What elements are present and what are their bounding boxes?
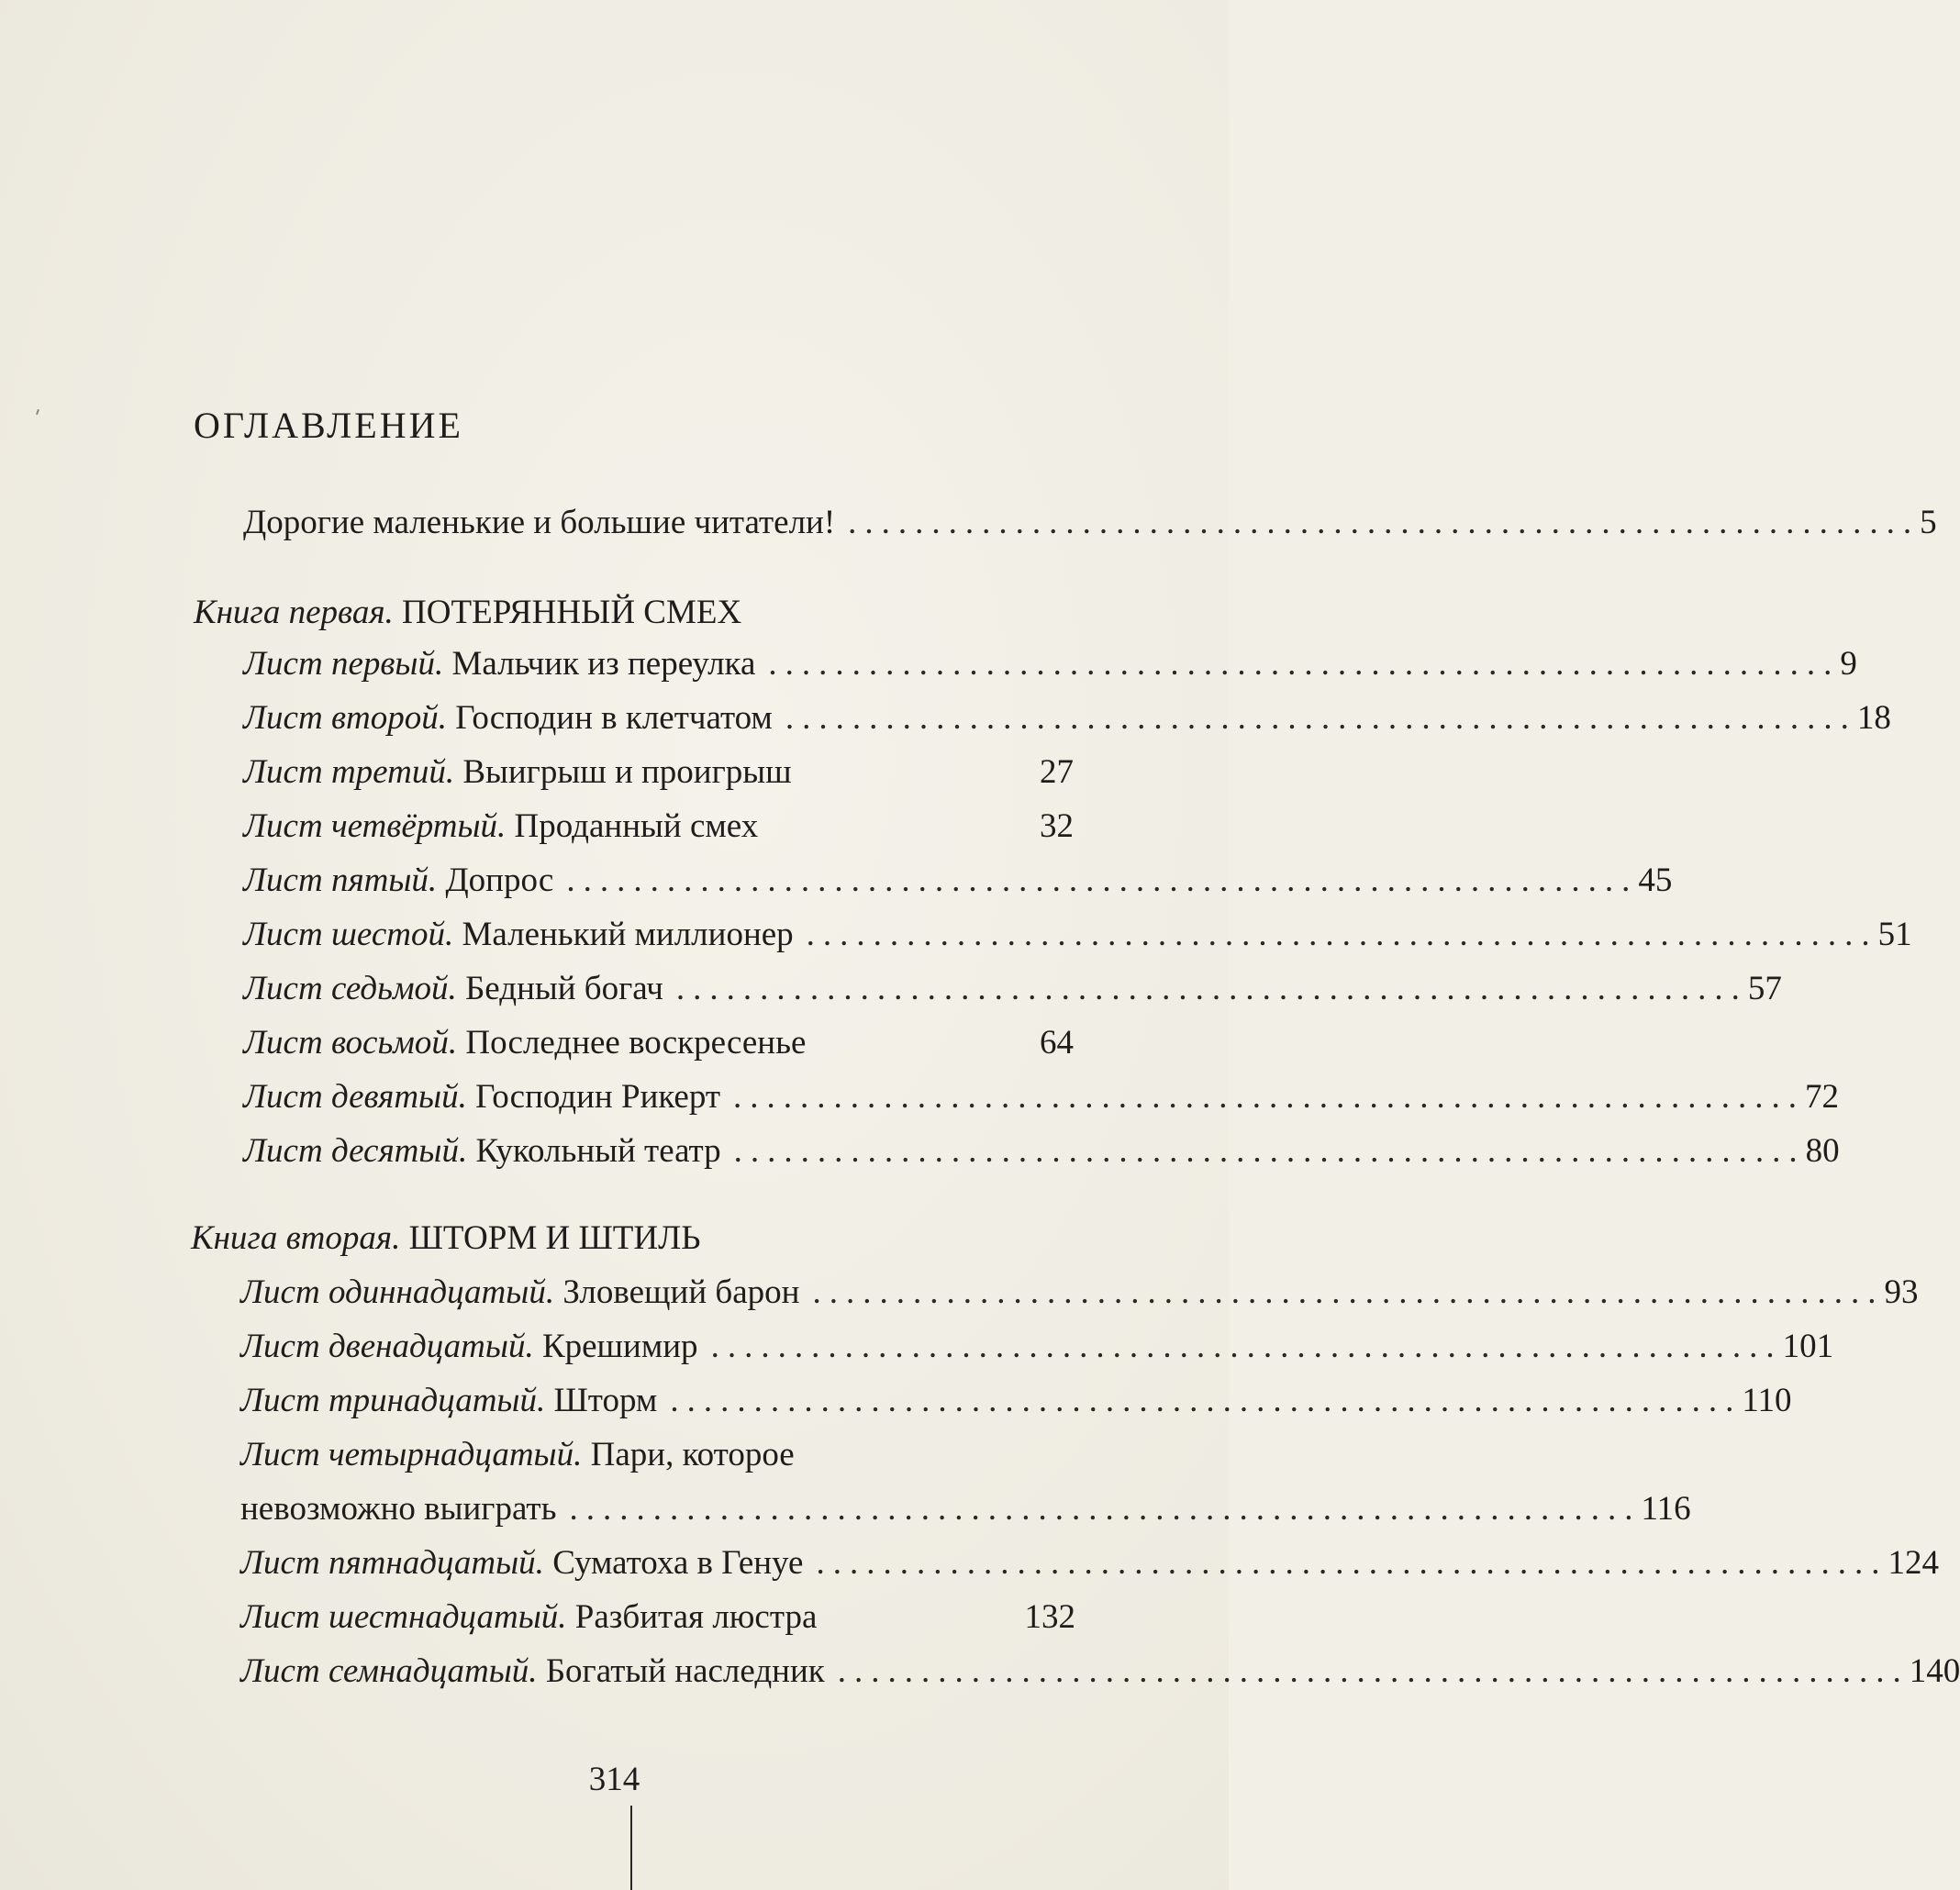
entry-title: Разбитая люстра	[574, 1598, 818, 1636]
toc-entry	[243, 1131, 1840, 1177]
entry-lead: Лист седьмой.	[243, 970, 457, 1007]
entry-lead: Лист третий.	[243, 753, 455, 791]
entry-lead: Лист шестнадцатый.	[240, 1598, 567, 1636]
dot-leader: ................................................................	[806, 916, 1878, 953]
entry-page: 72	[1805, 1078, 1840, 1116]
dot-leader: ................................................................	[812, 1273, 1885, 1311]
dot-leader: ................................................................	[566, 862, 1639, 899]
toc-entry	[243, 1023, 1074, 1069]
toc-heading: ОГЛАВЛЕНИЕ	[194, 405, 463, 446]
toc-entry	[243, 1077, 1840, 1123]
entry-lead: Лист четвёртый.	[243, 807, 507, 845]
entry-page: 57	[1747, 970, 1782, 1007]
entry-page: 116	[1641, 1490, 1691, 1528]
dot-leader: ................................................................	[816, 1544, 1888, 1582]
entry-page: 64	[1040, 1024, 1074, 1062]
entry-lead: Лист первый.	[243, 645, 444, 683]
entry-title: Богатый наследник	[545, 1652, 825, 1690]
entry-lead: Лист одиннадцатый.	[240, 1273, 555, 1311]
book-label: Книга вторая.	[191, 1219, 401, 1257]
toc-entry-first-line	[240, 1435, 1075, 1481]
book-heading-1	[194, 593, 741, 632]
toc-entry	[240, 1543, 1939, 1589]
toc-entry-intro	[243, 503, 1937, 549]
toc-entry	[240, 1327, 1834, 1373]
entry-title: Пари, которое	[590, 1436, 795, 1473]
entry-title: Допрос	[445, 862, 554, 899]
toc-entry	[243, 806, 1074, 852]
toc-entry	[243, 969, 1782, 1015]
toc-entry	[240, 1597, 1075, 1643]
entry-page: 27	[1040, 753, 1074, 791]
toc-entry	[243, 861, 1673, 906]
entry-title: Шторм	[553, 1382, 658, 1419]
entry-lead: Лист тринадцатый.	[240, 1382, 546, 1419]
dot-leader: ................................................................	[670, 1382, 1743, 1419]
entry-lead: Лист шестой.	[243, 916, 454, 953]
toc-entry	[240, 1381, 1792, 1427]
entry-title: Мальчик из переулка	[451, 645, 756, 683]
entry-title: Кукольный театр	[475, 1132, 721, 1170]
entry-title: Суматоха в Генуе	[552, 1544, 804, 1582]
toc-entry	[243, 698, 1891, 744]
toc-entry	[243, 644, 1857, 690]
entry-lead: Лист десятый.	[243, 1132, 468, 1170]
toc-entry	[240, 1651, 1960, 1697]
entry-page: 110	[1742, 1382, 1792, 1419]
entry-lead: Лист пятнадцатый.	[240, 1544, 544, 1582]
entry-page: 80	[1805, 1132, 1840, 1170]
page-fold-line	[630, 1806, 632, 1890]
entry-title: Бедный богач	[465, 970, 663, 1007]
entry-lead: Лист четырнадцатый.	[240, 1436, 583, 1473]
paper-speck	[36, 409, 39, 415]
toc-entry	[243, 752, 1074, 798]
toc-entry	[240, 1273, 1919, 1318]
entry-page: 140	[1909, 1652, 1960, 1690]
entry-title: Выигрыш и проигрыш	[462, 753, 792, 791]
dot-leader: ................................................................	[733, 1078, 1806, 1116]
toc-entry	[243, 915, 1912, 961]
entry-page: 32	[1040, 807, 1074, 845]
entry-title: Последнее воскресенье	[465, 1024, 807, 1062]
entry-title: Крешимир	[541, 1328, 698, 1365]
dot-leader: ................................................................	[733, 1132, 1806, 1170]
entry-page: 101	[1782, 1328, 1834, 1365]
dot-leader: ................................................................	[848, 504, 1921, 541]
dot-leader: ................................................................	[569, 1490, 1642, 1528]
entry-title: Зловещий барон	[562, 1273, 800, 1311]
dot-leader: ................................................................	[785, 699, 1857, 737]
entry-title: Маленький миллионер	[462, 916, 794, 953]
entry-title: Проданный смех	[514, 807, 759, 845]
entry-page: 9	[1840, 645, 1857, 683]
dot-leader: ................................................................	[675, 970, 1748, 1007]
book-title: ПОТЕРЯННЫЙ СМЕХ	[402, 594, 742, 631]
page-number: 314	[588, 1761, 640, 1798]
dot-leader: ................................................................	[768, 645, 1841, 683]
entry-page: 132	[1024, 1598, 1075, 1636]
entry-page: 18	[1856, 699, 1891, 737]
entry-title: Господин в клетчатом	[455, 699, 773, 737]
entry-title: Дорогие маленькие и большие читатели!	[243, 504, 836, 541]
entry-lead: Лист девятый.	[243, 1078, 467, 1116]
dot-leader: ................................................................	[710, 1328, 1783, 1365]
toc-entry-continuation	[240, 1489, 1691, 1535]
entry-page: 51	[1877, 916, 1912, 953]
entry-title-continuation: невозможно выиграть	[240, 1490, 557, 1528]
entry-page: 45	[1638, 862, 1673, 899]
entry-page: 124	[1888, 1544, 1939, 1582]
book-label: Книга первая.	[194, 594, 394, 631]
book-heading-2	[191, 1218, 700, 1258]
entry-lead: Лист пятый.	[243, 862, 438, 899]
entry-page: 5	[1920, 504, 1937, 541]
entry-lead: Лист второй.	[243, 699, 447, 737]
entry-lead: Лист восьмой.	[243, 1024, 458, 1062]
entry-lead: Лист двенадцатый.	[240, 1328, 534, 1365]
entry-lead: Лист семнадцатый.	[240, 1652, 538, 1690]
entry-title: Господин Рикерт	[475, 1078, 721, 1116]
entry-page: 93	[1884, 1273, 1919, 1311]
book-title: ШТОРМ И ШТИЛЬ	[408, 1219, 701, 1257]
dot-leader: ................................................................	[837, 1652, 1910, 1690]
